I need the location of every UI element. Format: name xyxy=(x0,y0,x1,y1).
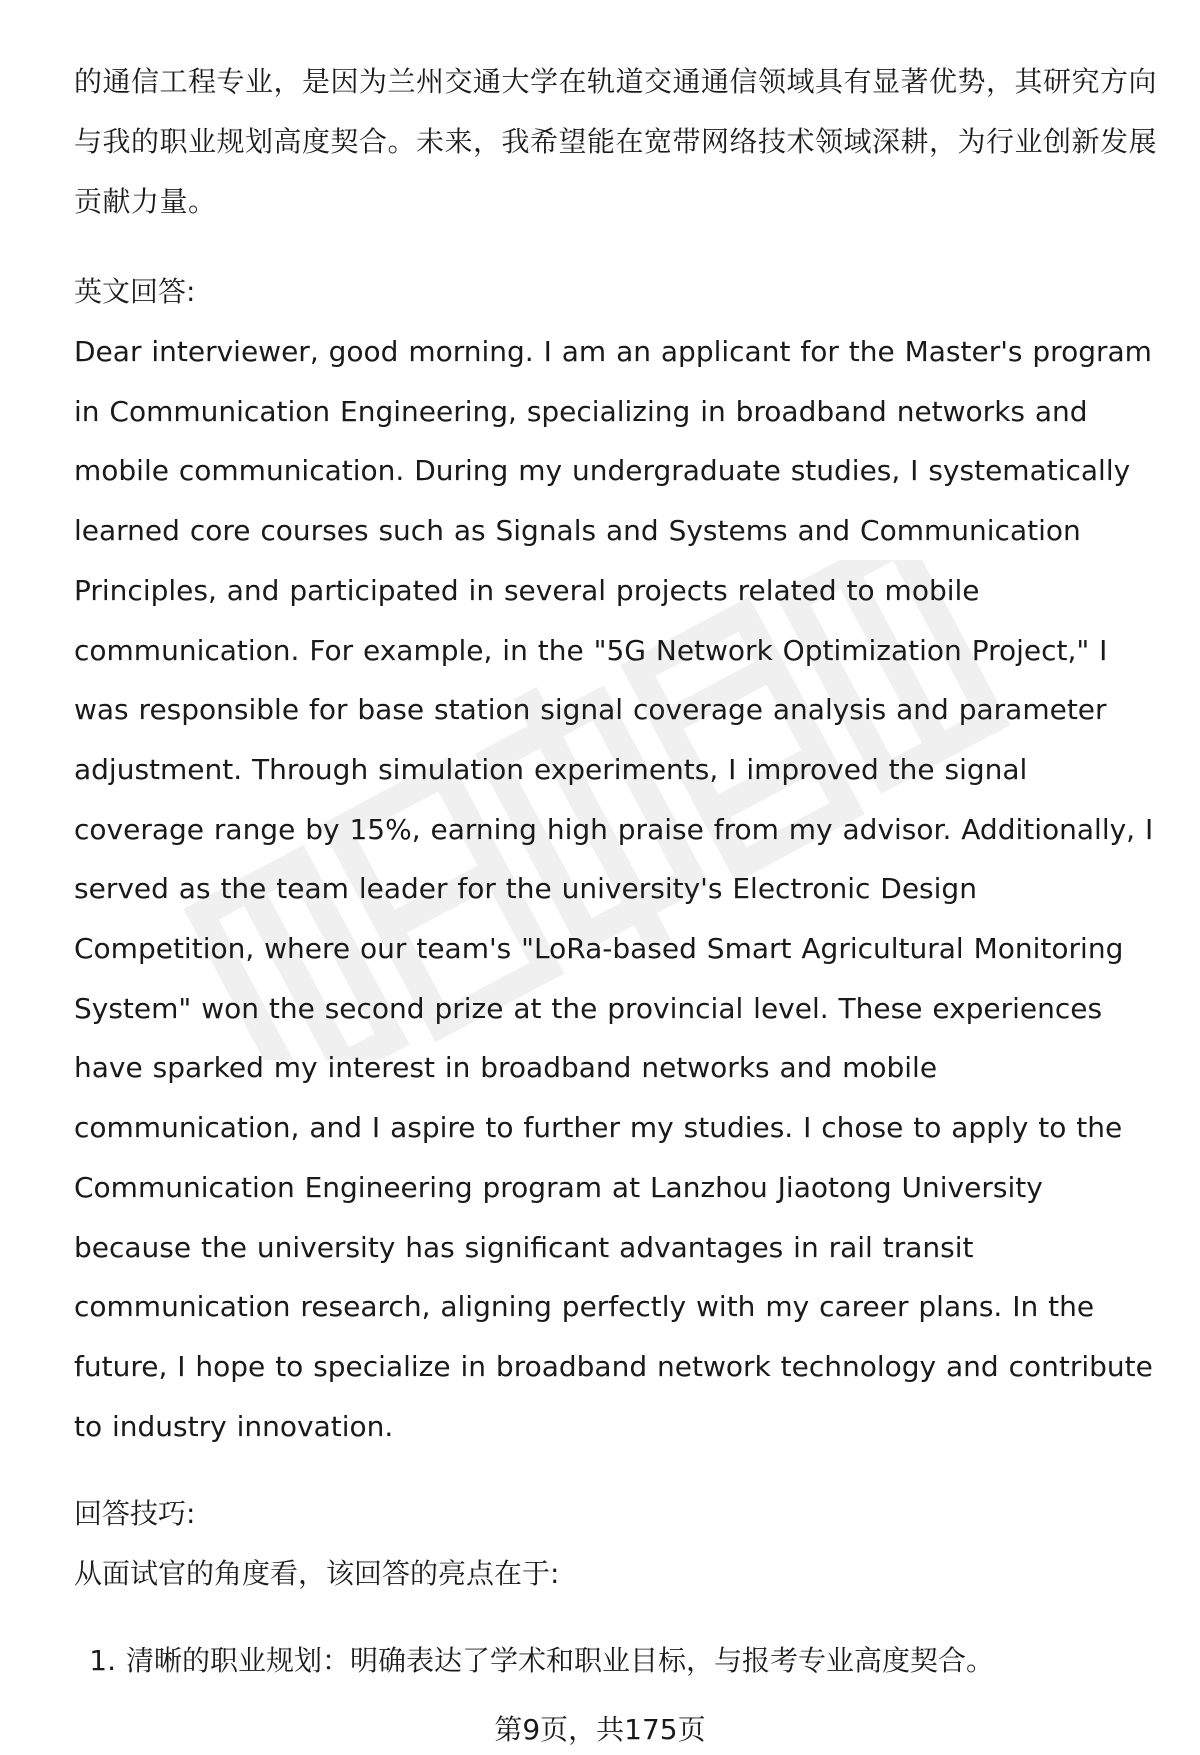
answer-tips-intro: 从面试官的角度看，该回答的亮点在于: xyxy=(74,1557,560,1591)
page-indicator: 第9页，共175页 xyxy=(494,1713,706,1746)
list-item xyxy=(74,1638,1164,1684)
list-item-text: 清晰的职业规划：明确表达了学术和职业目标，与报考专业高度契合。 xyxy=(126,1644,995,1678)
english-answer-text: Dear interviewer, good morning. I am an applicant for the Master's program in Communication Engineering, specializing in broadband networks and mobile communication. During my undergraduate studies, I systematically learned core courses such as Signals and Systems and Communication Principles, and participated in several projects related to mobile communication. For example, in the "5G Network Optimization Project," I was responsible for base station signal coverage analysis and parameter adjustment. Through simulation experiments, I improved the signal coverage range by 15%, earning high praise from my advisor. Additionally, I served as the team leader for the university's Electronic Design Competition, where our team's "LoRa-based Smart Agricultural Monitoring System" won the second prize at the provincial level. These experiences have sparked my interest in broadband networks and mobile communication, and I aspire to further my studies. I chose to apply to the Communication Engineering program at Lanzhou Jiaotong University because the university has significant advantages in rail transit communication research, aligning perfectly with my career plans. In the future, I hope to specialize in broadband network technology and contribute to industry innovation. xyxy=(74,335,1154,1443)
chinese-answer-continuation: 的通信工程专业，是因为兰州交通大学在轨道交通通信领域具有显著优势，其研究方向与我的职业规划高度契合。未来，我希望能在宽带网络技术领域深耕，为行业创新发展贡献力量。 xyxy=(74,65,1158,218)
document-body xyxy=(74,52,1164,1684)
answer-tips-heading: 回答技巧: xyxy=(74,1497,196,1531)
list-item-number: 1. xyxy=(89,1644,116,1678)
answer-tips-list xyxy=(74,1638,1164,1684)
english-answer-heading: 英文回答: xyxy=(74,275,196,308)
